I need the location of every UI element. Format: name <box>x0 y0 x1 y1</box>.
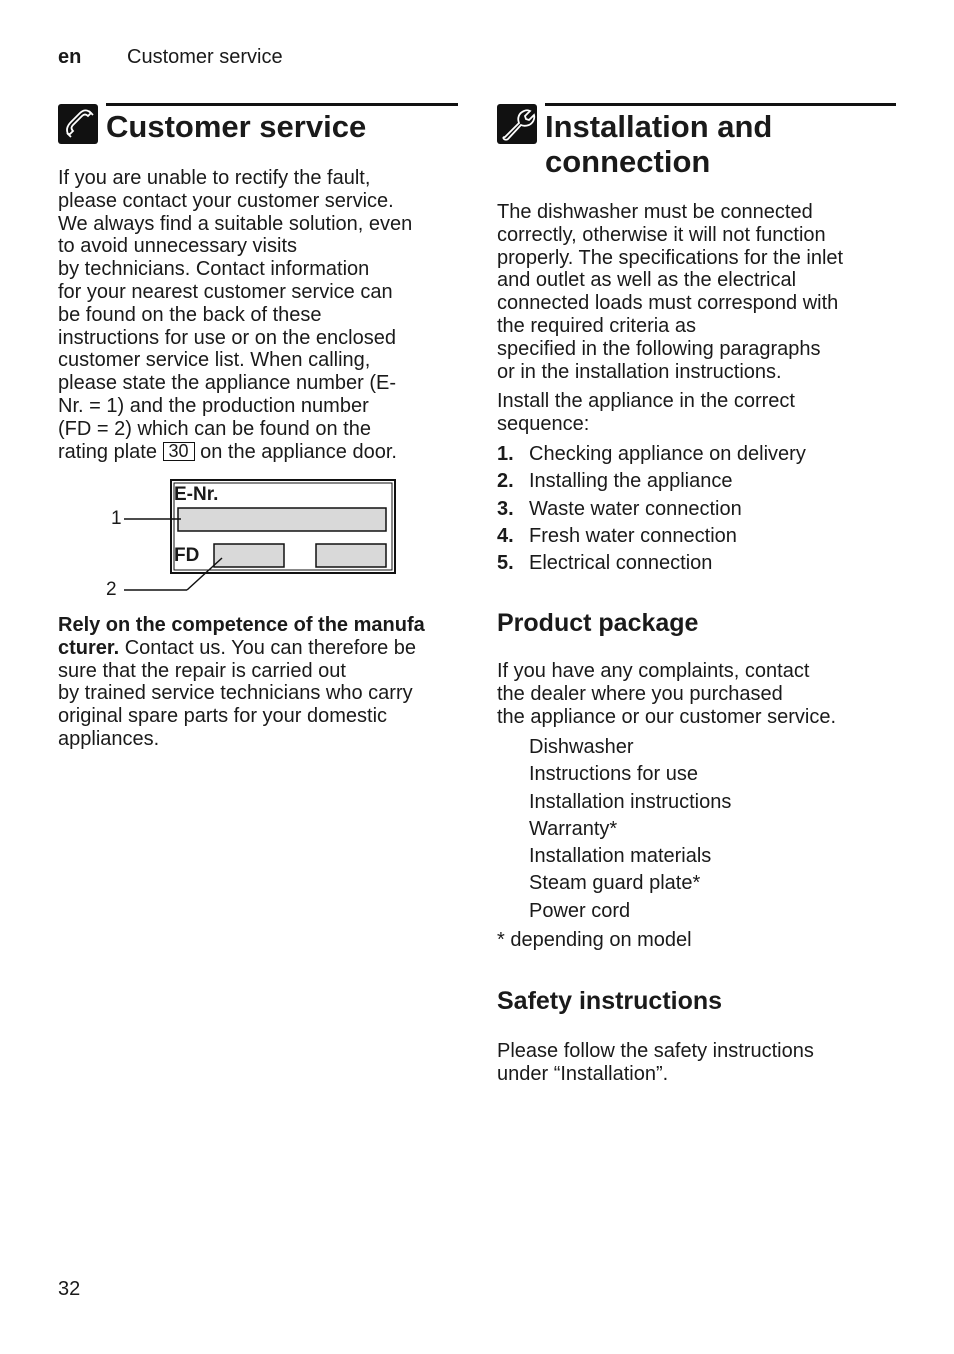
product-package-text: If you have any complaints, contact the dealer where you purchased the appliance or our customer service. <box>497 660 837 728</box>
package-item: Installation materials <box>529 845 712 868</box>
product-package-heading: Product package <box>497 609 699 637</box>
callout-2: 2 <box>106 579 117 600</box>
rating-plate-diagram <box>104 478 404 602</box>
customer-service-intro <box>58 167 458 463</box>
package-item: Warranty* <box>529 817 618 840</box>
safety-heading: Safety instructions <box>497 987 723 1015</box>
step-item <box>497 523 806 550</box>
section-rule-right <box>545 103 896 106</box>
installation-intro: The dishwasher must be connected correctly, otherwise it will not function properly. The specifications for the inlet and outlet as well as the electrical connected loads must correspond with the required criteria as specified in the following paragraphs or in the installation instructions. <box>497 201 844 383</box>
step-number: 1. <box>497 443 514 465</box>
step-number: 4. <box>497 524 514 547</box>
enr-label: E-Nr. <box>174 484 219 505</box>
intro-text: If you are unable to rectify the fault, please contact your customer service. We always find a suitable solution, even to avoid unnecessary visits by technicians. Contact information for your nearest customer service can be found on the back of these instructions for use or on the enclosed customer service list. When calling, please state the appliance number (E- Nr. = 1) and the production number (FD = 2) which can be found on the rating plate <box>58 167 413 463</box>
callout-1: 1 <box>111 508 122 529</box>
package-item: Installation instructions <box>529 790 732 813</box>
rating-plate-ref: 30 <box>163 442 195 461</box>
intro-text-end: on the appliance door. <box>194 440 397 463</box>
package-item: Instructions for use <box>529 763 698 786</box>
safety-text: Please follow the safety instructions under “Installation”. <box>497 1040 814 1085</box>
running-header: Customer service <box>127 46 283 68</box>
phone-icon <box>58 104 98 144</box>
step-item <box>497 441 806 468</box>
step-number: 5. <box>497 552 514 575</box>
step-item <box>497 550 806 577</box>
step-text: Fresh water connection <box>529 524 737 547</box>
step-item <box>497 468 806 495</box>
package-item: Steam guard plate* <box>529 872 701 895</box>
competence-text: Contact us. You can therefore be sure that the repair is carried out by trained service technicians who carry original spare parts for your domestic appliances. <box>58 636 417 750</box>
package-item: Power cord <box>529 899 631 922</box>
wrench-icon <box>497 104 537 144</box>
installation-heading: Installation and connection <box>545 109 773 179</box>
step-text: Electrical connection <box>529 552 713 575</box>
step-text: Installing the appliance <box>529 470 733 493</box>
step-text: Checking appliance on delivery <box>529 443 806 465</box>
competence-bold: Rely on the competence of the manufa cturer. <box>58 614 425 659</box>
sequence-intro: Install the appliance in the correct sequence: <box>497 390 795 435</box>
package-contents-list <box>529 734 731 925</box>
package-footnote: * depending on model <box>497 929 692 951</box>
installation-steps <box>497 441 806 577</box>
page-number: 32 <box>58 1278 81 1300</box>
step-number: 2. <box>497 470 514 493</box>
step-item <box>497 496 806 523</box>
language-code: en <box>58 46 82 68</box>
customer-service-heading: Customer service <box>106 109 367 144</box>
competence-paragraph <box>58 614 458 751</box>
package-item: Dishwasher <box>529 736 634 758</box>
section-rule-left <box>106 103 458 106</box>
fd-label: FD <box>174 545 200 566</box>
step-text: Waste water connection <box>529 497 742 520</box>
step-number: 3. <box>497 497 514 520</box>
